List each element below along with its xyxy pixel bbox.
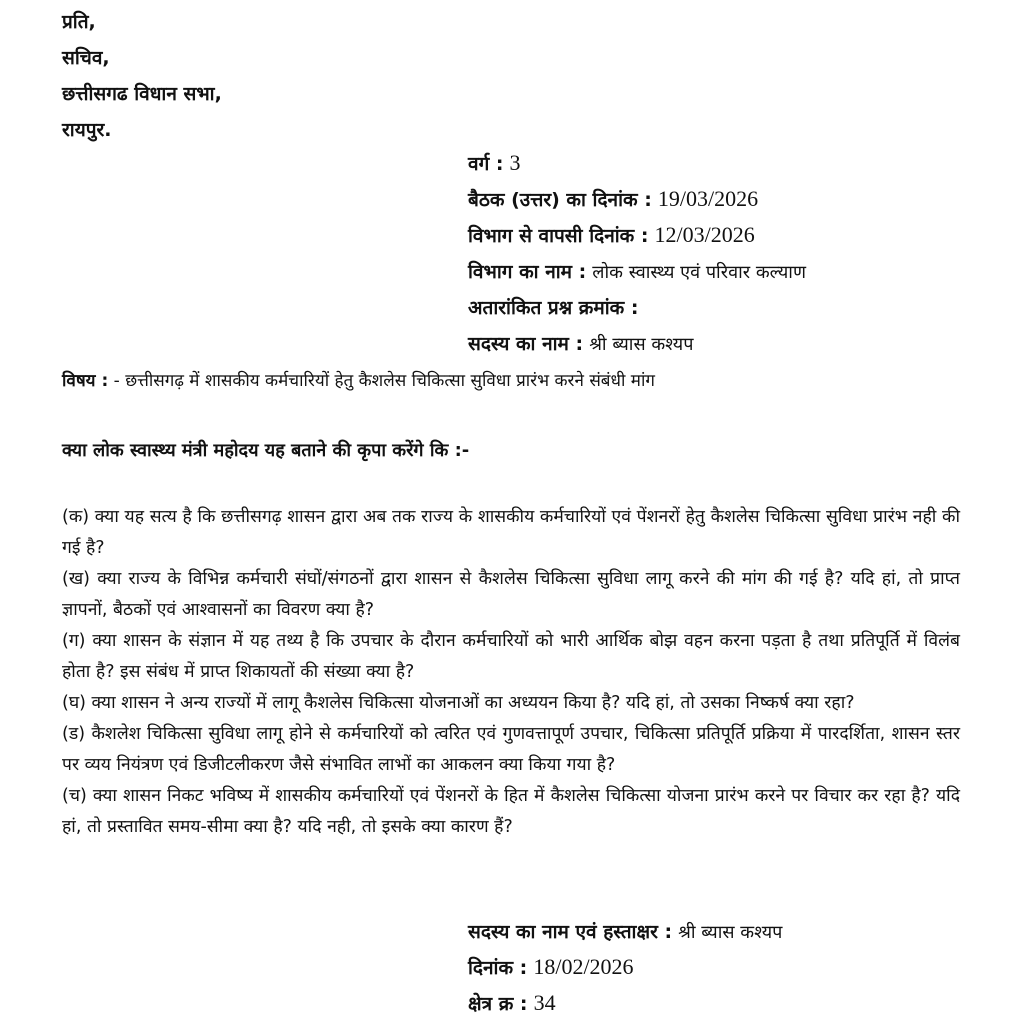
meta-return-date-label: विभाग से वापसी दिनांक : (468, 225, 649, 247)
question-kha: (ख) क्या राज्य के विभिन्न कर्मचारी संघों/संगठनों द्वारा शासन से कैशलेस चिकित्सा सुविधा लागू करने की मांग की गई है? यदि हां, तो प्राप्त ज्ञापनों, बैठकों एवं आश्वासनों का विवरण क्या है? (62, 569, 960, 620)
signature-member (468, 918, 782, 944)
meta-baithak-date (468, 186, 758, 212)
signature-constituency-value: 34 (533, 990, 556, 1015)
meta-member (468, 330, 693, 356)
subject-label: विषय : (62, 371, 109, 391)
meta-return-date (468, 222, 755, 248)
question-da: (ड) कैशलेश चिकित्सा सुविधा लागू होने से कर्मचारियों को त्वरित एवं गुणवत्तापूर्ण उपचार, चिकित्सा प्रतिपूर्ति प्रक्रिया में पारदर्शिता, शासन स्तर पर व्यय नियंत्रण एवं डिजीटलीकरण जैसे संभावित लाभों का आकलन क्या किया गया है? (62, 724, 960, 775)
meta-varg-value: 3 (509, 150, 521, 175)
meta-baithak-date-value: 19/03/2026 (657, 186, 759, 211)
meta-department-value: लोक स्वास्थ्य एवं परिवार कल्याण (592, 262, 806, 283)
meta-varg-label: वर्ग : (468, 153, 504, 175)
meta-member-value: श्री ब्यास कश्यप (589, 334, 694, 355)
signature-date-value: 18/02/2026 (533, 954, 634, 979)
signature-member-value: श्री ब्यास कश्यप (678, 922, 783, 943)
meta-baithak-date-label: बैठक (उत्तर) का दिनांक : (468, 189, 652, 211)
question-ga: (ग) क्या शासन के संज्ञान में यह तथ्य है कि उपचार के दौरान कर्मचारियों को भारी आर्थिक बोझ वहन करना पड़ता है तथा प्रतिपूर्ति में विलंब होता है? इस संबंध में प्राप्त शिकायतों की संख्या क्या है? (62, 631, 960, 682)
signature-member-label: सदस्य का नाम एवं हस्ताक्षर : (468, 921, 673, 943)
meta-return-date-value: 12/03/2026 (654, 222, 755, 247)
meta-question-no-label: अतारांकित प्रश्न क्रमांक : (468, 297, 639, 319)
subject-value: - छत्तीसगढ़ में शासकीय कर्मचारियों हेतु कैशलेस चिकित्सा सुविधा प्रारंभ करने संबंधी मांग (108, 371, 655, 391)
question-gha: (घ) क्या शासन ने अन्य राज्यों में लागू कैशलेस चिकित्सा योजनाओं का अध्ययन किया है? यदि हां, तो उसका निष्कर्ष क्या रहा? (62, 693, 855, 713)
meta-question-no (468, 294, 638, 320)
meta-department (468, 258, 806, 284)
address-line-prati: प्रति, (62, 11, 96, 33)
address-line-raipur: रायपुर. (62, 119, 112, 141)
question-cha: (च) क्या शासन निकट भविष्य में शासकीय कर्मचारियों एवं पेंशनरों के हित में कैशलेस चिकित्सा योजना प्रारंभ करने पर विचार कर रहा है? यदि हां, तो प्रस्तावित समय-सीमा क्या है? यदि नही, तो इसके क्या कारण हैं? (62, 786, 960, 837)
signature-date-label: दिनांक : (468, 957, 528, 979)
signature-constituency-label: क्षेत्र क्र : (468, 993, 528, 1015)
signature-date (468, 954, 634, 980)
meta-department-label: विभाग का नाम : (468, 261, 587, 283)
meta-varg (468, 150, 521, 176)
question-list (62, 502, 960, 843)
address-line-sachiv: सचिव, (62, 47, 110, 69)
meta-member-label: सदस्य का नाम : (468, 333, 584, 355)
question-ka: (क) क्या यह सत्य है कि छत्तीसगढ़ शासन द्वारा अब तक राज्य के शासकीय कर्मचारियों एवं पेंशनरों हेतु कैशलेस चिकित्सा सुविधा प्रारंभ नही की गई है? (62, 507, 960, 558)
intro-question: क्या लोक स्वास्थ्य मंत्री महोदय यह बताने की कृपा करेंगे कि :- (62, 440, 470, 461)
subject-line (62, 368, 655, 391)
signature-constituency (468, 990, 556, 1016)
address-line-vidhan-sabha: छत्तीसगढ विधान सभा, (62, 83, 222, 105)
